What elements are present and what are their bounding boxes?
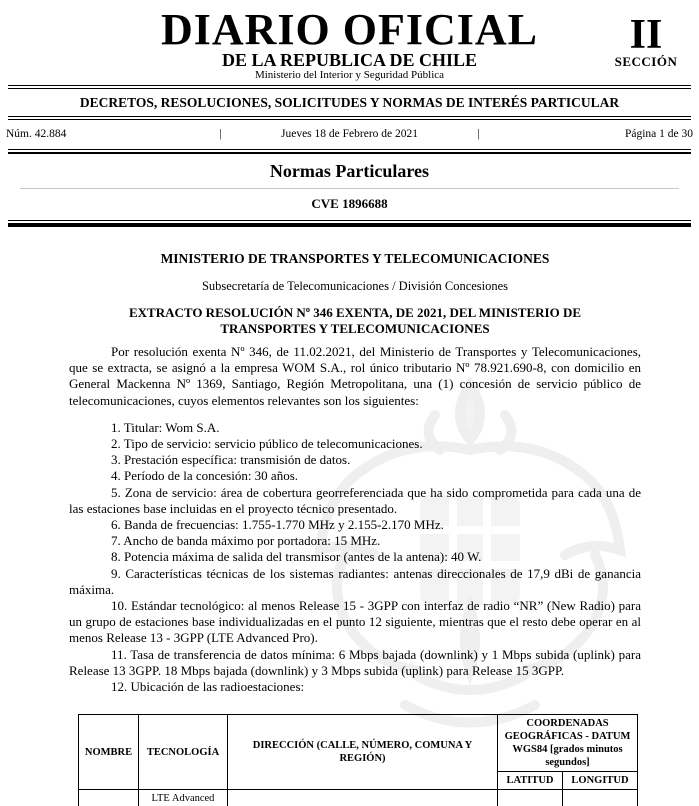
issue-number: Núm. 42.884	[6, 128, 67, 140]
section-title: Normas Particulares	[269, 161, 430, 181]
list-item-7: 7. Ancho de banda máximo por portadora: 15 MHz.	[111, 533, 381, 549]
separator-bar: |	[477, 128, 480, 140]
masthead-ministry-line: Ministerio del Interior y Seguridad Pública	[254, 69, 445, 81]
col-header-nombre: NOMBRE	[79, 715, 139, 790]
cell-direccion	[228, 790, 498, 806]
intro-paragraph: Por resolución exenta Nº 346, de 11.02.2021, del Ministerio de Transportes y Telecomunicaciones, que se extracta, se asignó a la empresa WOM S.A., rol único tributario Nº 78.921.690-8, con domicilio en General Mackenna Nº 1369, Santiago, Región Metropolitana, una (1) concesión de servicio público de telecomunicaciones, cuyos elementos relevantes son los siguientes:	[69, 344, 641, 408]
list-item-11: 11. Tasa de transferencia de datos mínima: 6 Mbps bajada (downlink) y 1 Mbps subida (uplink) para Release 13 3GPP. 18 Mbps bajada (downlink) y 3 Mbps subida (uplink) para Release 15 3GPP.	[69, 646, 641, 678]
cell-latitud	[498, 790, 563, 806]
cell-tecnologia: LTE Advanced	[139, 790, 228, 806]
list-item-4: 4. Período de la concesión: 30 años.	[111, 468, 299, 484]
table-row	[79, 790, 638, 806]
list-item-9: 9. Características técnicas de los sistemas radiantes: antenas direccionales de 17,9 dBi de ganancia máxima.	[69, 565, 641, 597]
article-ministry-heading: MINISTERIO DE TRANSPORTES Y TELECOMUNICACIONES	[160, 251, 550, 266]
col-header-tecnologia: TECNOLOGÍA	[139, 715, 228, 790]
col-header-direccion: DIRECCIÓN (CALLE, NÚMERO, COMUNA Y REGIÓN)	[228, 715, 498, 790]
info-bar	[0, 120, 699, 149]
article-subheading: Subsecretaría de Telecomunicaciones / División Concesiones	[201, 279, 509, 293]
edition-date: Jueves 18 de Febrero de 2021	[281, 128, 419, 140]
extract-heading: EXTRACTO RESOLUCIÓN Nº 346 EXENTA, DE 2021, DEL MINISTERIO DE TRANSPORTES Y TELECOMUNICACIONES	[128, 305, 582, 336]
masthead	[0, 0, 699, 82]
list-item-6: 6. Banda de frecuencias: 1.755-1.770 MHz y 2.155-2.170 MHz.	[111, 517, 444, 533]
headline-band: DECRETOS, RESOLUCIONES, SOLICITUDES Y NORMAS DE INTERÉS PARTICULAR	[79, 95, 620, 110]
masthead-subtitle: DE LA REPUBLICA DE CHILE	[221, 50, 478, 70]
list-item-2: 2. Tipo de servicio: servicio público de telecomunicaciones.	[111, 436, 423, 452]
section-label: SECCIÓN	[614, 54, 678, 69]
section-numeral: II	[629, 12, 663, 58]
col-header-coordenadas: COORDENADAS GEOGRÁFICAS - DATUM WGS84 [grados minutos segundos]	[498, 715, 638, 772]
list-item-10: 10. Estándar tecnológico: al menos Release 15 - 3GPP con interfaz de radio “NR” (New Radio) para un grupo de estaciones base individualizadas en el punto 12 siguiente, mientras que el resto debe operar en al menos Release 13 - 3GPP (LTE Advanced Pro).	[69, 598, 641, 646]
cve-number: CVE 1896688	[311, 196, 388, 211]
masthead-title: DIARIO OFICIAL	[160, 5, 539, 54]
page-indicator: Página 1 de 30	[624, 128, 694, 140]
article-body	[69, 251, 641, 806]
col-header-latitud: LATITUD	[498, 772, 563, 790]
list-item-12: 12. Ubicación de las radioestaciones:	[111, 679, 305, 695]
separator-bar: |	[219, 128, 222, 140]
concession-items-list	[69, 420, 641, 695]
cell-nombre	[79, 790, 139, 806]
list-item-3: 3. Prestación específica: transmisión de datos.	[111, 452, 351, 468]
list-item-5: 5. Zona de servicio: área de cobertura georreferenciada que ha sido comprometida para cada una de las estaciones base incluidas en el proyecto técnico presentado.	[69, 484, 641, 516]
cell-longitud	[563, 790, 638, 806]
heavy-rule	[8, 220, 691, 227]
col-header-longitud: LONGITUD	[563, 772, 638, 790]
section-badge	[601, 12, 691, 70]
stations-table-wrapper	[78, 714, 641, 806]
stations-table	[78, 714, 638, 806]
list-item-8: 8. Potencia máxima de salida del transmisor (antes de la antena): 40 W.	[111, 549, 482, 565]
list-item-1: 1. Titular: Wom S.A.	[111, 419, 220, 435]
